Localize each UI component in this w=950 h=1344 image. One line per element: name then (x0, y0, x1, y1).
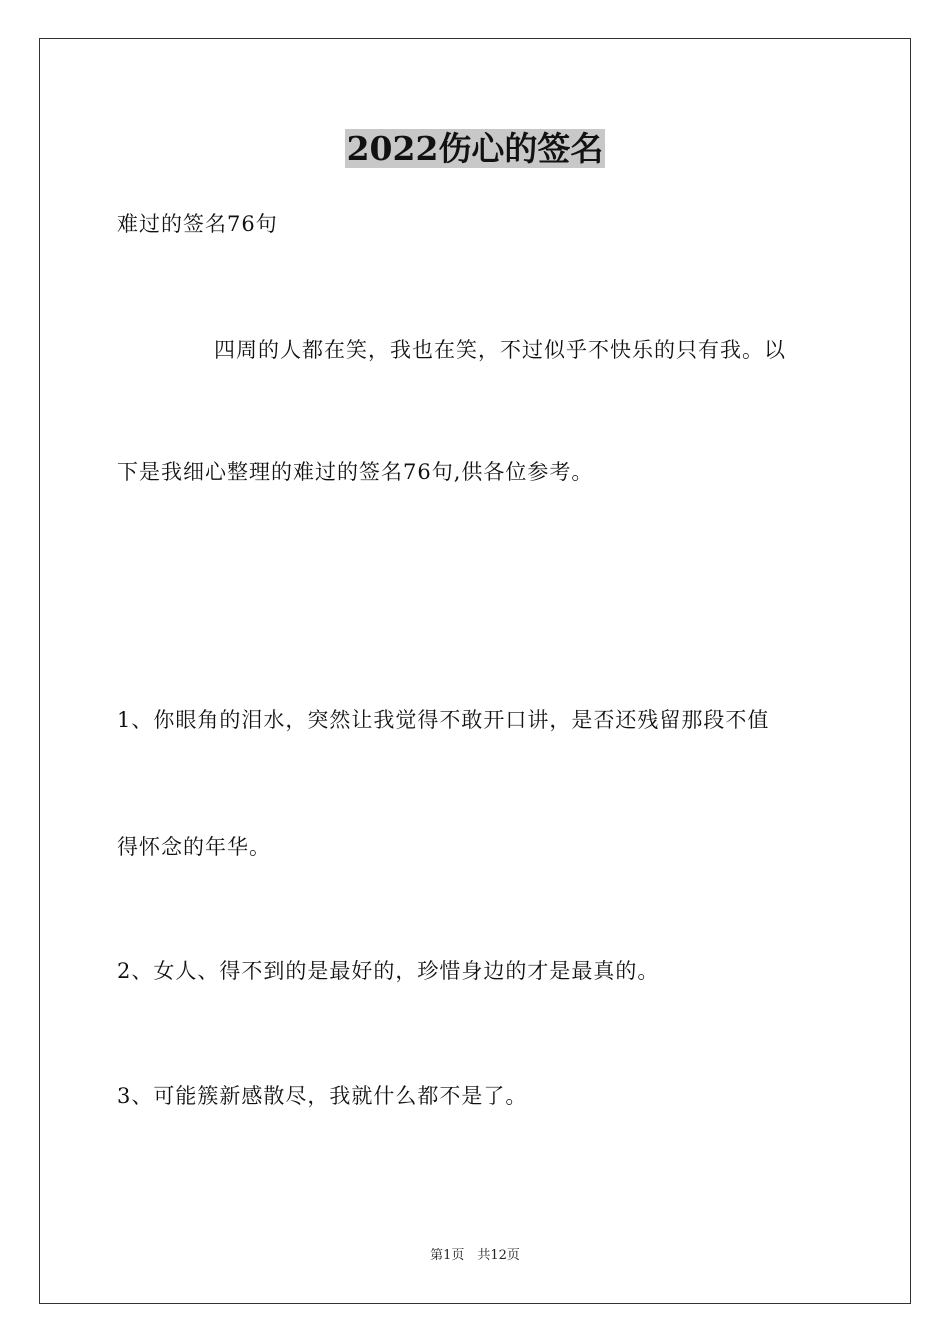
document-title (0, 126, 950, 172)
page-footer: 第1页 共12页 (430, 1248, 520, 1263)
intro-line-2: 下是我细心整理的难过的签名76句,供各位参考。 (117, 460, 594, 484)
list-item-1-line-2: 得怀念的年华。 (117, 835, 271, 859)
list-item-2: 2、女人、得不到的是最好的，珍惜身边的才是最真的。 (117, 959, 660, 983)
list-item-3: 3、可能簇新感散尽，我就什么都不是了。 (117, 1084, 528, 1108)
intro-line-1: 四周的人都在笑，我也在笑，不过似乎不快乐的只有我。以 (214, 338, 786, 362)
list-item-1-line-1: 1、你眼角的泪水，突然让我觉得不敢开口讲，是否还残留那段不值 (117, 708, 770, 732)
document-title-text: 2022伤心的签名 (346, 129, 604, 168)
document-subtitle: 难过的签名76句 (117, 212, 278, 236)
